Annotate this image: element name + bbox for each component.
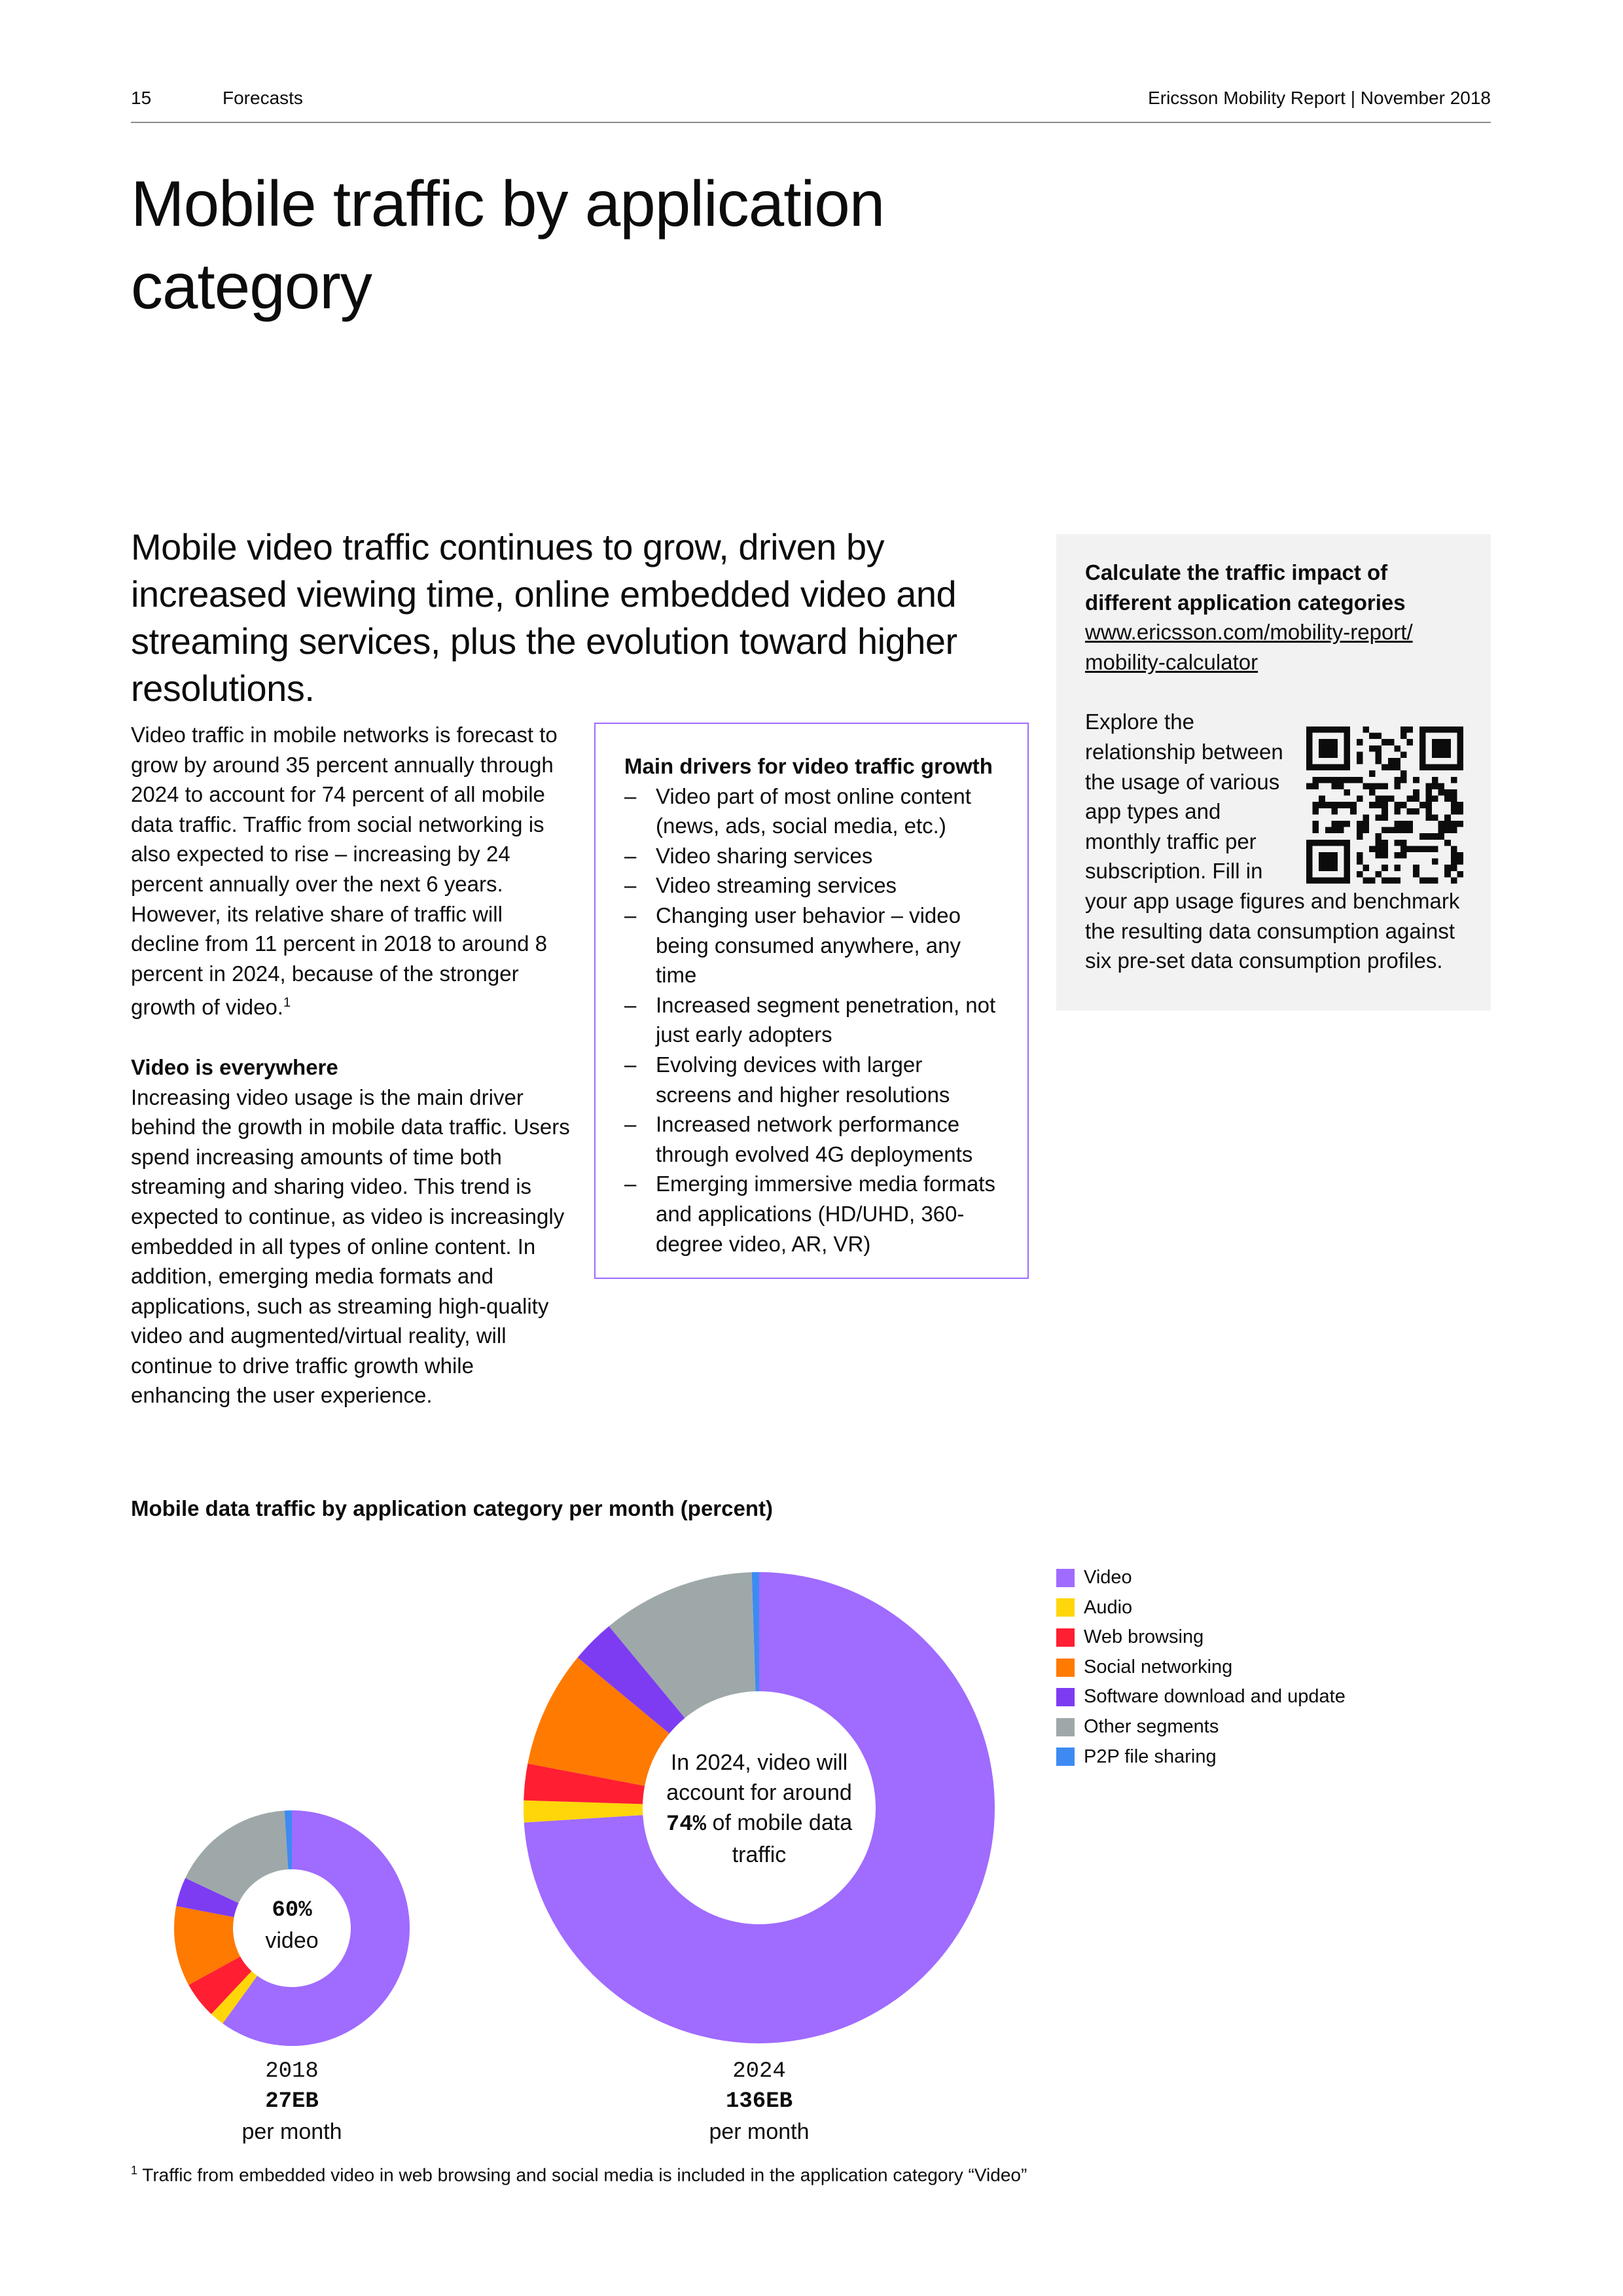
donut-2018-year: 2018 (265, 2059, 319, 2084)
body-paragraph-1: Video traffic in mobile networks is forecast to grow by around 35 percent annually through 2024 to account for 74 percent of all mobile data traffic. Traffic from social networking is also expected to rise – increasing by 24 percent annually over the next 6 years. However, its relative share of traffic will decline from 11 percent in 2018 to around 8 percent in 2024, because of the stronger growth of video.$^1$ (131, 723, 558, 1020)
legend-item (1056, 1593, 1346, 1623)
donut-2024-total: 136EB (725, 2089, 793, 2114)
legend-swatch (1056, 1718, 1075, 1736)
section-heading-video: Video is everywhere (131, 1054, 338, 1079)
lede-text: Mobile video traffic continues to grow, driven by increased viewing time, online embedded video and streaming services, plus the evolution toward higher resolutions. (131, 526, 957, 709)
dash-bullet: – (624, 1172, 637, 1196)
donut-2018-total: 27EB (265, 2089, 319, 2114)
page-title: Mobile traffic by application category (131, 168, 885, 322)
driver-item-text: Evolving devices with larger screens and higher resolutions (656, 1052, 950, 1107)
dash-bullet: – (624, 992, 637, 1017)
legend-label: Software download and update (1084, 1686, 1346, 1708)
footnote-marker: 1 (131, 2164, 138, 2177)
driver-item-text: Video sharing services (656, 843, 873, 868)
legend-swatch (1056, 1748, 1075, 1766)
calculator-link[interactable]: www.ericsson.com/mobility-report/ mobility-calculator (1085, 620, 1413, 674)
footnote-ref: 1 (283, 996, 291, 1011)
donut-2018-center (226, 1895, 357, 1956)
dash-bullet: – (624, 843, 637, 868)
dash-bullet: – (624, 903, 637, 927)
legend-label: Video (1084, 1567, 1132, 1588)
donut-2024-year: 2024 (732, 2059, 786, 2084)
section-name: Forecasts (223, 88, 303, 108)
legend-item (1056, 1623, 1346, 1653)
legend-label: Web browsing (1084, 1626, 1204, 1648)
donut-2018-center-label: video (265, 1928, 319, 1953)
dash-bullet: – (624, 1112, 637, 1137)
legend-swatch (1056, 1688, 1075, 1706)
publication-name: Ericsson Mobility Report | November 2018 (1148, 88, 1491, 108)
legend-item (1056, 1563, 1346, 1593)
calculator-explore-text: Explore the relationship between the usage of various app types and monthly traffic per subscription. Fill in (1085, 709, 1283, 884)
legend-swatch (1056, 1628, 1075, 1647)
legend-swatch (1056, 1659, 1075, 1677)
drivers-title: Main drivers for video traffic growth (624, 754, 993, 778)
legend-label: Audio (1084, 1596, 1133, 1618)
body-paragraph-2: Increasing video usage is the main driver behind the growth in mobile data traffic. Users spend increasing amounts of time both streaming and sharing video. This trend is expected to continue, as video is increasingly embedded in all types of online content. In addition, emerging media formats and applications, such as streaming high-quality video and augmented/virtual reality, will continue to drive traffic growth while enhancing the user experience. (131, 1085, 570, 1408)
legend-swatch (1056, 1569, 1075, 1587)
legend-swatch (1056, 1598, 1075, 1617)
driver-item-text: Video part of most online content (news, ads, social media, etc.) (656, 783, 971, 838)
driver-item-text: Emerging immersive media formats and applications (HD/UHD, 360-degree video, AR, VR) (656, 1172, 995, 1256)
donut-2018-unit: per month (241, 2119, 342, 2144)
legend-item (1056, 1712, 1346, 1742)
donut-2024-caption (661, 2056, 857, 2147)
legend-item (1056, 1653, 1346, 1683)
donut-2024-center-value: 74% (666, 1812, 707, 1837)
page-number: 15 (131, 88, 152, 108)
legend-item (1056, 1682, 1346, 1712)
donut-2024-center (648, 1748, 870, 1870)
calculator-title: Calculate the traffic impact of different application categories (1085, 560, 1406, 615)
calculator-benchmark-text: your app usage figures and benchmark the resulting data consumption against six pre-set data consumption profiles. (1085, 888, 1460, 973)
driver-item-text: Changing user behavior – video being consumed anywhere, any time (656, 903, 961, 988)
chart-title: Mobile data traffic by application category per month (percent) (131, 1496, 773, 1520)
legend-label: Social networking (1084, 1656, 1233, 1677)
donut-2024-center-text-b: of mobile data traffic (712, 1810, 853, 1867)
footnote-text: Traffic from embedded video in web browsing and social media is included in the application category “Video” (142, 2164, 1027, 2185)
dash-bullet: – (624, 873, 637, 898)
legend-label: Other segments (1084, 1715, 1219, 1737)
donut-2024-unit: per month (709, 2119, 810, 2144)
driver-item-text: Video streaming services (656, 873, 897, 898)
chart-legend (1056, 1563, 1346, 1772)
donut-2024-center-text-a: In 2024, video will account for around (666, 1750, 852, 1805)
driver-item-text: Increased segment penetration, not just early adopters (656, 992, 996, 1047)
legend-item (1056, 1742, 1346, 1772)
legend-label: P2P file sharing (1084, 1746, 1217, 1767)
footnote (131, 2164, 1027, 2185)
donut-2018-caption (226, 2056, 357, 2147)
donut-2018-center-value: 60% (272, 1898, 312, 1923)
driver-item-text: Increased network performance through evolved 4G deployments (656, 1112, 973, 1166)
dash-bullet: – (624, 783, 637, 808)
dash-bullet: – (624, 1052, 637, 1077)
